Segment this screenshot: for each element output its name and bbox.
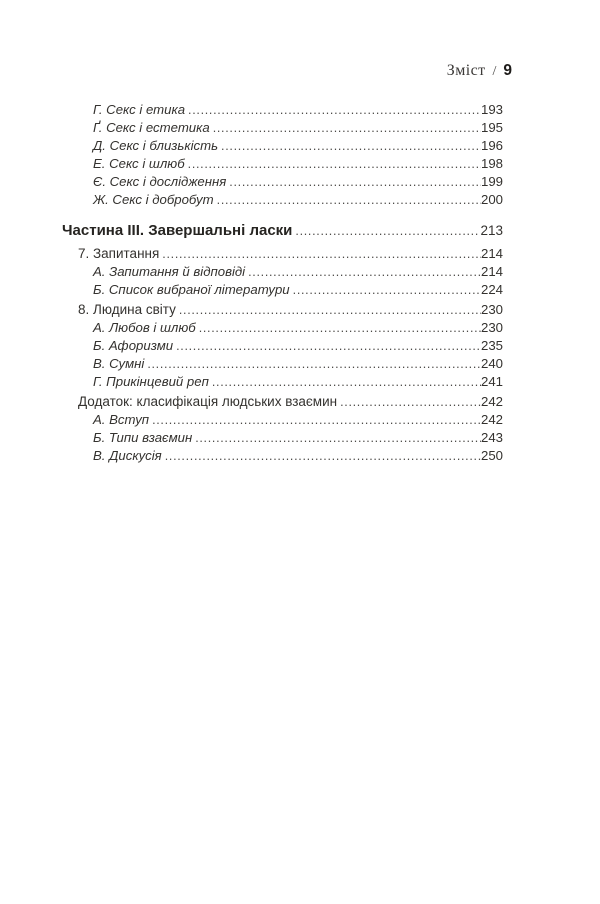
toc-entry-sub (62, 374, 503, 392)
dot-leader (162, 448, 481, 463)
toc-entry-label: Частина III. Завершальні ласки (62, 222, 293, 239)
toc-entry-page-number: 243 (480, 430, 503, 445)
toc-entry-sub (62, 192, 503, 210)
toc-entry-page-number: 193 (480, 102, 503, 117)
running-head-separator: / (492, 64, 497, 79)
toc-entry-page-number: 242 (480, 412, 503, 427)
toc-entry-chapter (62, 246, 503, 264)
toc-entry-sub (62, 174, 503, 192)
toc-entry-label: 7. Запитання (78, 246, 160, 261)
dot-leader (196, 320, 481, 335)
dot-leader (226, 174, 481, 189)
toc-entry-page-number: 240 (480, 356, 503, 371)
toc-entry-sub (62, 264, 503, 282)
toc-entry-page-number: 214 (480, 246, 503, 261)
toc-entry-label: Б. Типи взаємин (93, 430, 193, 445)
dot-leader (185, 102, 481, 117)
toc-entry-page-number: 195 (480, 120, 503, 135)
toc-entry-sub (62, 120, 503, 138)
dot-leader (245, 264, 481, 279)
contents-title: Зміст (446, 62, 486, 79)
toc-entry-sub (62, 320, 503, 338)
dot-leader (292, 222, 480, 239)
dot-leader (210, 120, 481, 135)
toc-entry-sub (62, 412, 503, 430)
toc-entry-sub (62, 156, 503, 174)
dot-leader (209, 374, 481, 389)
toc-entry-label: Є. Секс і дослідження (93, 174, 227, 189)
toc-entry-label: А. Любов і шлюб (93, 320, 196, 335)
toc-entry-page-number: 230 (480, 320, 503, 335)
toc-entry-page-number: 198 (480, 156, 503, 171)
toc-entry-chapter (62, 302, 503, 320)
toc-entry-label: В. Сумні (93, 356, 145, 371)
toc-entry-label: Г. Секс і етика (93, 102, 186, 117)
toc-entry-sub (62, 356, 503, 374)
toc-entry-page-number: 235 (480, 338, 503, 353)
dot-leader (218, 138, 481, 153)
toc-entry-label: Е. Секс і шлюб (93, 156, 185, 171)
dot-leader (149, 412, 481, 427)
toc-entry-part (62, 222, 503, 244)
table-of-contents (62, 102, 503, 466)
toc-entry-page-number: 242 (480, 394, 503, 409)
dot-leader (159, 246, 481, 261)
toc-entry-sub (62, 102, 503, 120)
toc-entry-page-number: 230 (480, 302, 503, 317)
dot-leader (192, 430, 481, 445)
toc-entry-sub (62, 138, 503, 156)
toc-entry-label: Г. Прикінцевий реп (93, 374, 209, 389)
toc-entry-label: Ґ. Секс і естетика (93, 120, 210, 135)
toc-entry-label: Ж. Секс і добробут (93, 192, 214, 207)
toc-entry-label: А. Запитання й відповіді (93, 264, 246, 279)
dot-leader (337, 394, 481, 409)
toc-entry-label: Б. Афоризми (93, 338, 174, 353)
dot-leader (144, 356, 481, 371)
toc-entry-page-number: 250 (480, 448, 503, 463)
dot-leader (214, 192, 481, 207)
folio-page-number: 9 (503, 62, 512, 79)
toc-entry-label: Б. Список вибраної літератури (93, 282, 290, 297)
toc-entry-sub (62, 430, 503, 448)
toc-entry-sub (62, 448, 503, 466)
toc-entry-sub (62, 282, 503, 300)
running-head (447, 62, 512, 80)
toc-entry-page-number: 214 (480, 264, 503, 279)
toc-entry-sub (62, 338, 503, 356)
toc-entry-page-number: 196 (480, 138, 503, 153)
dot-leader (290, 282, 481, 297)
toc-entry-label: 8. Людина світу (78, 302, 176, 317)
toc-entry-label: А. Вступ (93, 412, 150, 427)
toc-entry-page-number: 224 (480, 282, 503, 297)
toc-entry-chapter (62, 394, 503, 412)
dot-leader (173, 338, 481, 353)
dot-leader (176, 302, 481, 317)
toc-entry-page-number: 199 (480, 174, 503, 189)
toc-entry-label: Додаток: класифікація людських взаємин (78, 394, 338, 409)
toc-entry-label: Д. Секс і близькість (93, 138, 219, 153)
toc-entry-label: В. Дискусія (93, 448, 162, 463)
toc-entry-page-number: 213 (480, 223, 503, 238)
toc-entry-page-number: 200 (480, 192, 503, 207)
toc-entry-page-number: 241 (480, 374, 503, 389)
dot-leader (185, 156, 481, 171)
